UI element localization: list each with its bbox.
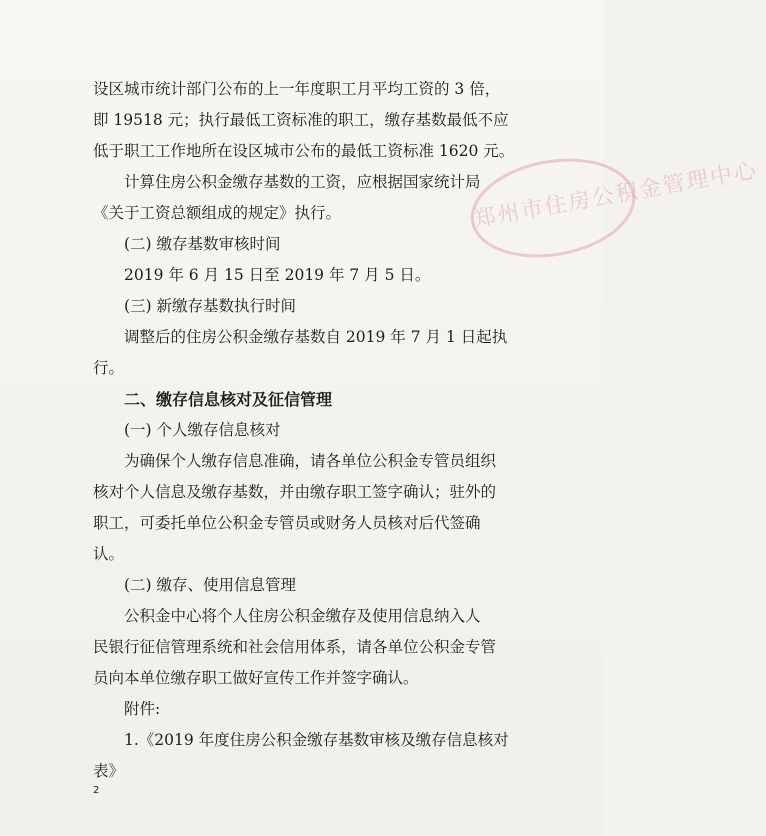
text-line: 表》 — [93, 762, 125, 780]
text-line: 2019 年 6 月 15 日至 2019 年 7 月 5 日。 — [124, 266, 431, 284]
section-heading: (一) 个人缴存信息核对 — [124, 421, 281, 439]
section-heading: (二) 缴存基数审核时间 — [124, 235, 281, 253]
text-line: 行。 — [93, 359, 125, 377]
section-heading: (二) 缴存、使用信息管理 — [124, 576, 297, 594]
text-line: 即 19518 元；执行最低工资标准的职工，缴存基数最低不应 — [93, 111, 509, 129]
text-line: 民银行征信管理系统和社会信用体系，请各单位公积金专管 — [93, 638, 497, 656]
attachment-label: 附件: — [124, 700, 161, 718]
main-heading: 二、缴存信息核对及征信管理 — [124, 390, 333, 409]
text-line: 低于职工工作地所在设区城市公布的最低工资标准 1620 元。 — [93, 142, 515, 160]
text-line: 计算住房公积金缴存基数的工资，应根据国家统计局 — [124, 173, 481, 191]
seal-stamp — [463, 146, 760, 269]
section-heading: (三) 新缴存基数执行时间 — [124, 297, 297, 315]
text-line: 核对个人信息及缴存基数，并由缴存职工签字确认；驻外的 — [93, 483, 497, 501]
text-line: 调整后的住房公积金缴存基数自 2019 年 7 月 1 日起执 — [124, 328, 508, 346]
text-line: 《关于工资总额组成的规定》执行。 — [93, 204, 342, 222]
text-line: 认。 — [93, 545, 125, 563]
text-line: 设区城市统计部门公布的上一年度职工月平均工资的 3 倍， — [93, 80, 501, 98]
attachment-item: 1.《2019 年度住房公积金缴存基数审核及缴存信息核对 — [124, 731, 509, 749]
seal-stamp-text: 郑州市住房公积金管理中心 — [471, 158, 760, 233]
text-line: 公积金中心将个人住房公积金缴存及使用信息纳入人 — [124, 607, 481, 625]
page-number: 2 — [93, 785, 100, 796]
text-line: 员向本单位缴存职工做好宣传工作并签字确认。 — [93, 669, 419, 687]
text-line: 职工，可委托单位公积金专管员或财务人员核对后代签确 — [93, 514, 481, 532]
text-line: 为确保个人缴存信息准确，请各单位公积金专管员组织 — [124, 452, 497, 470]
